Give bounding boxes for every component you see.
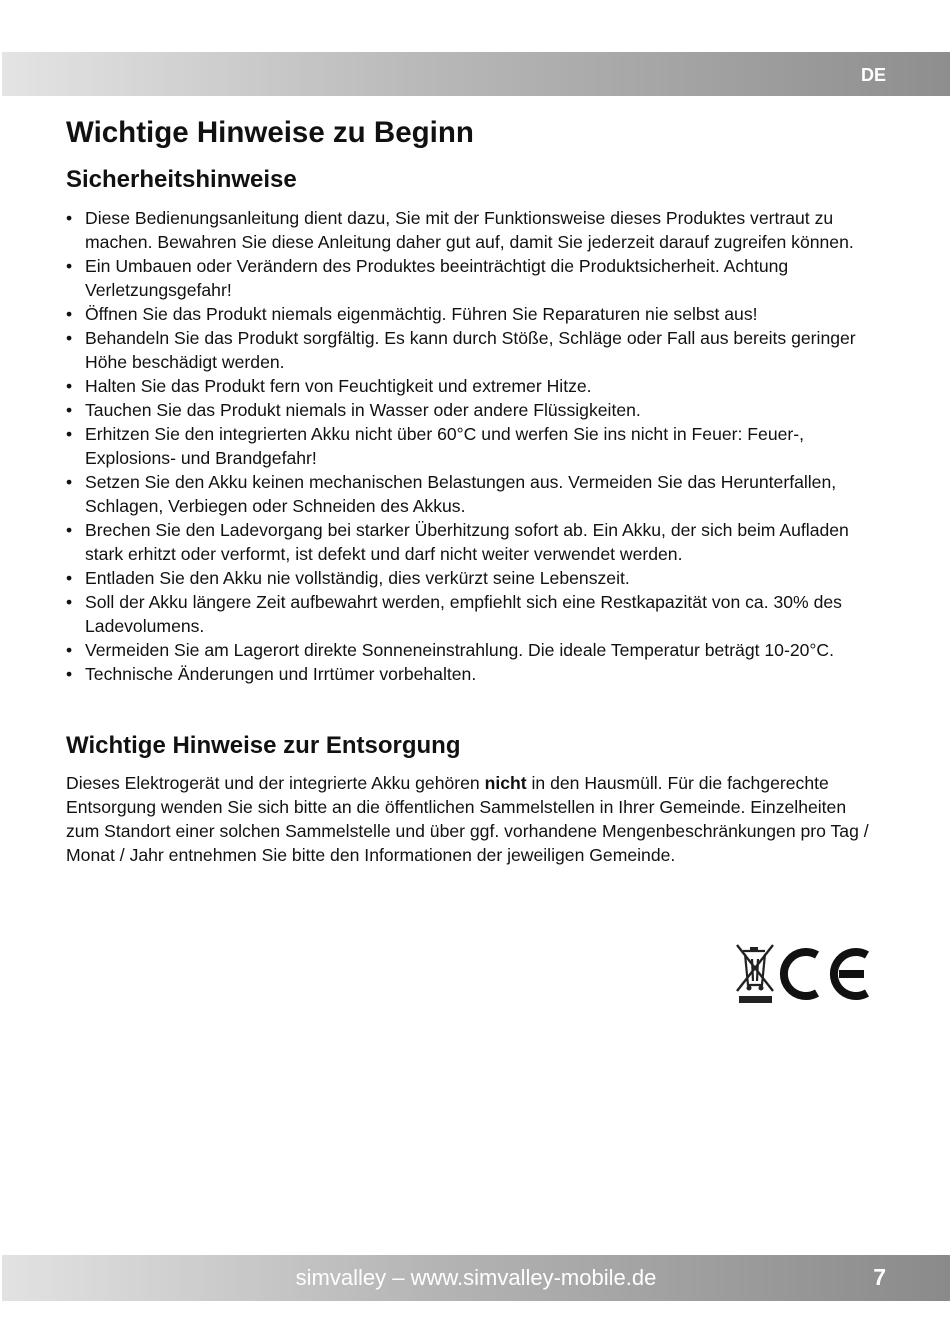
list-item xyxy=(66,638,884,662)
list-item-text: Brechen Sie den Ladevorgang bei starker Überhitzung sofort ab. Ein Akku, der sich beim Aufladen stark erhitzt oder verformt, ist defekt und darf nicht weiter verwendet werden. xyxy=(85,520,849,564)
list-item xyxy=(66,662,884,686)
bullet-glyph: • xyxy=(66,400,73,420)
bullet-glyph: • xyxy=(66,304,73,324)
list-item-text: Vermeiden Sie am Lagerort direkte Sonneneinstrahlung. Die ideale Temperatur beträgt 10-20°C. xyxy=(85,640,835,660)
bullet-glyph: • xyxy=(66,520,73,540)
list-item-text: Tauchen Sie das Produkt niemals in Wasser oder andere Flüssigkeiten. xyxy=(85,400,641,420)
list-item-text: Setzen Sie den Akku keinen mechanischen Belastungen aus. Vermeiden Sie das Herunterfallen, Schlagen, Verbiegen oder Schneiden des Akkus. xyxy=(85,472,837,516)
list-item xyxy=(66,518,884,566)
safety-list xyxy=(66,206,884,686)
ce-mark-icon xyxy=(784,952,867,996)
weee-crossed-bin-icon xyxy=(737,945,773,1003)
bullet-glyph: • xyxy=(66,592,73,612)
bullet-glyph: • xyxy=(66,328,73,348)
header-bar xyxy=(2,52,950,96)
disposal-text-bold: nicht xyxy=(484,773,527,793)
list-item-text: Öffnen Sie das Produkt niemals eigenmächtig. Führen Sie Reparaturen nie selbst aus! xyxy=(85,304,758,324)
list-item xyxy=(66,398,884,422)
list-item xyxy=(66,422,884,470)
page-content xyxy=(66,114,884,867)
bullet-glyph: • xyxy=(66,376,73,396)
list-item-text: Entladen Sie den Akku nie vollständig, dies verkürzt seine Lebenszeit. xyxy=(85,568,630,588)
footer-bar xyxy=(2,1255,950,1301)
page-number: 7 xyxy=(873,1264,886,1290)
list-item xyxy=(66,206,884,254)
list-item-text: Halten Sie das Produkt fern von Feuchtigkeit und extremer Hitze. xyxy=(85,376,592,396)
language-label: DE xyxy=(860,65,886,85)
disposal-text-after: in den Hausmüll. Für die fachgerechte Entsorgung wenden Sie sich bitte an die öffentlichen Sammelstellen in Ihrer Gemeinde. Einzelheiten zum Standort einer solchen Sammelstelle und über ggf. vorhandene Mengenbeschränkungen pro Tag / Monat / Jahr entnehmen Sie bitte den Informationen der jeweiligen Gemeinde. xyxy=(66,773,869,865)
list-item xyxy=(66,326,884,374)
bullet-glyph: • xyxy=(66,640,73,660)
bullet-glyph: • xyxy=(66,424,73,444)
list-item xyxy=(66,254,884,302)
disposal-heading: Wichtige Hinweise zur Entsorgung xyxy=(66,732,461,759)
footer-website: simvalley – www.simvalley-mobile.de xyxy=(295,1265,657,1290)
bullet-glyph: • xyxy=(66,568,73,588)
list-item-text: Technische Änderungen und Irrtümer vorbehalten. xyxy=(85,664,477,684)
list-item-text: Erhitzen Sie den integrierten Akku nicht über 60°C und werfen Sie ins nicht in Feuer: Feuer-, Explosions- und Brandgefahr! xyxy=(85,424,804,468)
safety-heading: Sicherheitshinweise xyxy=(66,166,297,193)
list-item-text: Diese Bedienungsanleitung dient dazu, Sie mit der Funktionsweise dieses Produktes vertraut zu machen. Bewahren Sie diese Anleitung daher gut auf, damit Sie jederzeit darauf zugreifen können. xyxy=(85,208,854,252)
list-item-text: Soll der Akku längere Zeit aufbewahrt werden, empfiehlt sich eine Restkapazität von ca. 30% des Ladevolumens. xyxy=(85,592,842,636)
list-item xyxy=(66,566,884,590)
list-item xyxy=(66,590,884,638)
bullet-glyph: • xyxy=(66,208,73,228)
bullet-glyph: • xyxy=(66,472,73,492)
disposal-text-before: Dieses Elektrogerät und der integrierte Akku gehören xyxy=(66,773,485,793)
list-item xyxy=(66,470,884,518)
bullet-glyph: • xyxy=(66,664,73,684)
bullet-glyph: • xyxy=(66,256,73,276)
list-item xyxy=(66,374,884,398)
list-item xyxy=(66,302,884,326)
list-item-text: Ein Umbauen oder Verändern des Produktes beeinträchtigt die Produktsicherheit. Achtung Verletzungsgefahr! xyxy=(85,256,789,300)
list-item-text: Behandeln Sie das Produkt sorgfältig. Es kann durch Stöße, Schläge oder Fall aus bereits geringer Höhe beschädigt werden. xyxy=(85,328,856,372)
disposal-paragraph xyxy=(66,771,884,867)
page-title: Wichtige Hinweise zu Beginn xyxy=(66,116,474,149)
compliance-symbols xyxy=(733,941,873,1007)
